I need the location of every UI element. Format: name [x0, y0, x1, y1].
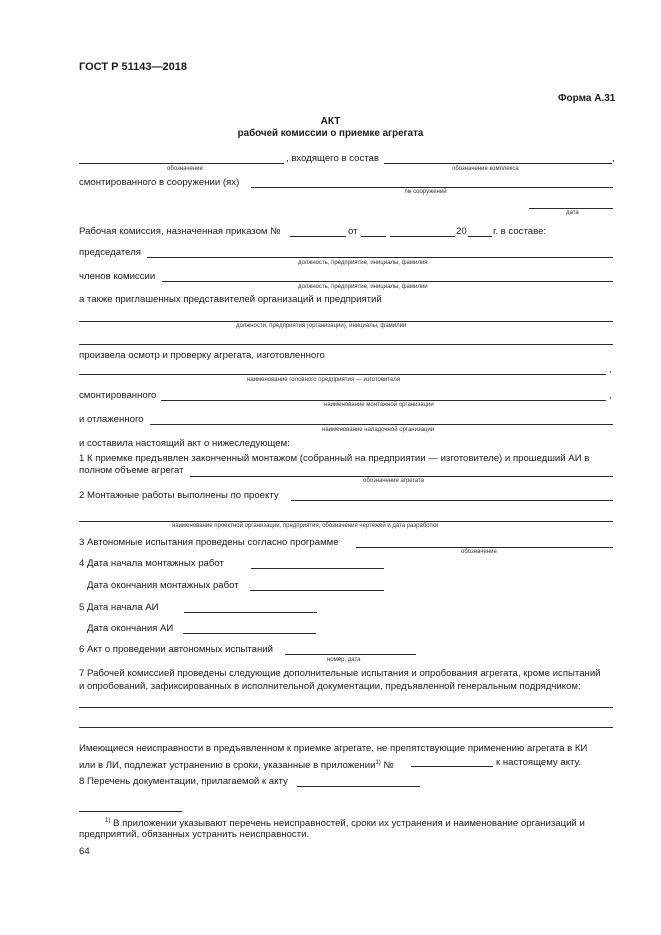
faults-end: к настоящему акту. — [496, 757, 582, 768]
item-4-start: 4 Дата начала монтажных работ — [79, 558, 224, 569]
docs-line[interactable] — [297, 786, 420, 787]
item-1-line-2: полном объеме агрегат — [79, 465, 184, 476]
adjusting-hint: наименование наладочной организации — [322, 427, 435, 433]
inspected-text: произвела осмотр и проверку агрегата, изготовленного — [79, 350, 325, 361]
footnote-mark: 1) — [105, 818, 111, 824]
mount-start-line[interactable] — [251, 568, 384, 569]
act-line[interactable] — [285, 654, 416, 655]
doc-subtitle: рабочей комиссии о приемке агрегата — [237, 128, 424, 139]
standard-number: ГОСТ Р 51143—2018 — [79, 61, 187, 73]
order-year-line[interactable] — [468, 236, 492, 237]
unit-hint: обозначение агрегата — [363, 478, 424, 484]
members-hint: должность, предприятие, инициалы, фамилии — [298, 284, 428, 290]
reps-hint: должности, предприятия (организации), инициалы, фамилии — [236, 323, 407, 329]
adjusting-line[interactable] — [150, 424, 613, 425]
program-hint: обозначение — [461, 549, 497, 555]
faults-line-1: Имеющиеся неисправности в предъявленном к приемке агрегате, не препятствующие применению агрегата в КИ — [79, 743, 588, 754]
members-text: членов комиссии — [79, 271, 156, 282]
footnote-line-2: предприятий, обязанных устранить неисправности. — [79, 829, 310, 840]
item-5-end: Дата окончания АИ — [87, 623, 174, 634]
program-line[interactable] — [356, 547, 613, 548]
mounted-text: смонтированного — [79, 390, 157, 401]
date-hint: дата — [566, 210, 579, 216]
comma: , — [612, 153, 615, 164]
mounting-line[interactable] — [161, 400, 606, 401]
faults-text: или в ЛИ, подлежат устранению в сроки, указанные в приложении — [79, 760, 376, 772]
design-hint: наименование проектной организации, предприятия, обозначения чертежей и дата разработки — [172, 523, 439, 529]
date-line[interactable] — [529, 208, 613, 209]
ai-start-line[interactable] — [184, 612, 317, 613]
item-2: 2 Монтажные работы выполнены по проекту — [79, 490, 279, 501]
faults-footnote-ref: 1) — [375, 760, 381, 766]
order-number-line[interactable] — [290, 236, 346, 237]
page-number: 64 — [79, 846, 90, 857]
item-7-line-2: и опробований, зафиксированных в исполнительной документации, предъявленной генеральным подрядчиком: — [79, 681, 581, 692]
reps-line[interactable] — [79, 321, 613, 322]
design-line-2[interactable] — [79, 521, 613, 522]
item-6: 6 Акт о проведении автономных испытаний — [79, 644, 273, 655]
footnote-separator — [79, 811, 182, 812]
comma: , — [609, 364, 612, 375]
item-7-line-1: 7 Рабочей комиссией проведены следующие дополнительные испытания и опробования агрегата, кроме испытаний — [79, 668, 601, 679]
item-5-start: 5 Дата начала АИ — [79, 602, 159, 613]
design-line[interactable] — [291, 500, 613, 501]
extra-tests-line-2[interactable] — [79, 727, 613, 728]
adjusted-text: и отлаженного — [79, 414, 144, 425]
commission-year: 20 — [456, 226, 467, 237]
complex-designation-hint: обозначение комплекса — [452, 166, 519, 172]
order-month-line[interactable] — [390, 236, 455, 237]
compiled-text: и составила настоящий акт о нижеследующем: — [79, 438, 290, 449]
included-in-text: , входящего в состав — [286, 153, 379, 164]
chairman-line[interactable] — [147, 257, 613, 258]
comma: , — [609, 390, 612, 401]
reps-text: а также приглашенных представителей организаций и предприятий — [79, 294, 382, 305]
unit-line[interactable] — [190, 476, 613, 477]
maker-line[interactable] — [79, 374, 606, 375]
commission-text: Рабочая комиссия, назначенная приказом № — [79, 226, 281, 237]
ai-end-line[interactable] — [183, 633, 316, 634]
item-3: 3 Автономные испытания проведены согласно программе — [79, 537, 339, 548]
mounted-in-text: смонтированного в сооружении (ях) — [79, 177, 240, 188]
commission-composition: г. в составе: — [493, 226, 547, 237]
mounting-hint: наименование монтажной организации — [324, 402, 434, 408]
chairman-text: председателя — [79, 247, 141, 258]
chairman-hint: должность, предприятие, инициалы, фамилия — [298, 260, 428, 266]
footnote-text: В приложении указывают перечень неисправностей, сроки их устранения и наименование организаций и — [113, 818, 585, 830]
doc-title: АКТ — [320, 116, 341, 127]
form-label: Форма А.31 — [558, 93, 616, 104]
item-4-end: Дата окончания монтажных работ — [87, 580, 239, 591]
faults-no: № — [383, 760, 394, 772]
mount-end-line[interactable] — [250, 590, 384, 591]
extra-tests-line-1[interactable] — [79, 707, 613, 708]
complex-line[interactable] — [384, 163, 612, 164]
item-8: 8 Перечень документации, прилагаемой к акту — [79, 776, 288, 787]
reps-line-2[interactable] — [79, 344, 613, 345]
maker-hint: наименование головного предприятия — изготовителя — [247, 377, 400, 383]
act-hint: номер, дата — [327, 657, 361, 663]
footnote-line-1 — [105, 815, 585, 830]
faults-line-2 — [79, 757, 394, 772]
structure-hint: № сооружений — [405, 189, 447, 195]
order-day-line[interactable] — [361, 236, 386, 237]
structure-line[interactable] — [251, 187, 613, 188]
members-line[interactable] — [162, 281, 613, 282]
appendix-number-line[interactable] — [411, 766, 493, 767]
designation-line[interactable] — [79, 163, 284, 164]
item-1-line-1: 1 К приемке предъявлен законченный монтажом (собранный на предприятии — изготовителе) и прошедший АИ в — [79, 453, 590, 464]
commission-from: от — [348, 226, 358, 237]
designation-hint: обозначение — [167, 166, 203, 172]
